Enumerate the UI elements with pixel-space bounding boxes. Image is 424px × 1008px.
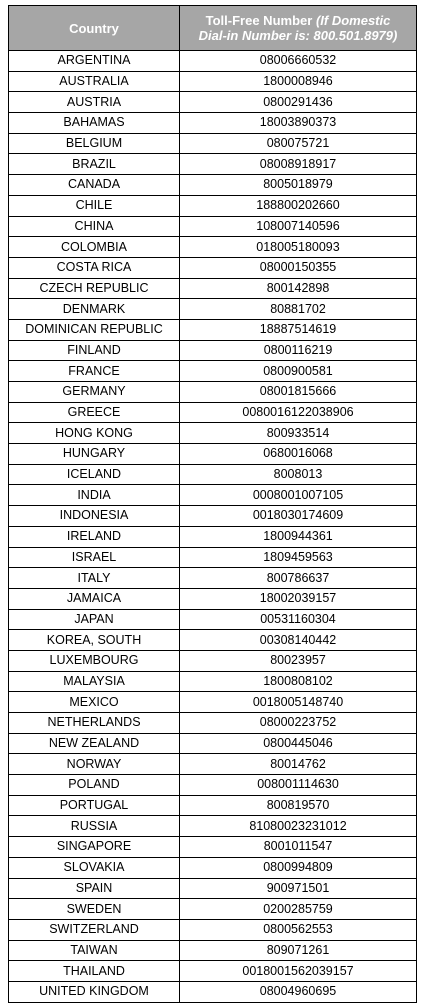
table-row bbox=[9, 588, 417, 609]
toll-free-number-cell: 1800008946 bbox=[180, 71, 417, 92]
table-row bbox=[9, 299, 417, 320]
country-cell: ICELAND bbox=[9, 464, 180, 485]
toll-free-number-cell: 0680016068 bbox=[180, 444, 417, 465]
country-cell: SINGAPORE bbox=[9, 837, 180, 858]
table-row bbox=[9, 671, 417, 692]
table-row bbox=[9, 278, 417, 299]
country-cell: BAHAMAS bbox=[9, 113, 180, 134]
toll-free-number-cell: 00531160304 bbox=[180, 609, 417, 630]
country-cell: COLOMBIA bbox=[9, 237, 180, 258]
toll-free-number-cell: 80881702 bbox=[180, 299, 417, 320]
toll-free-number-cell: 0018030174609 bbox=[180, 506, 417, 527]
country-cell: DOMINICAN REPUBLIC bbox=[9, 319, 180, 340]
toll-free-number-cell: 18887514619 bbox=[180, 319, 417, 340]
country-cell: MEXICO bbox=[9, 692, 180, 713]
toll-free-number-cell: 0800116219 bbox=[180, 340, 417, 361]
country-cell: AUSTRALIA bbox=[9, 71, 180, 92]
country-cell: BRAZIL bbox=[9, 154, 180, 175]
toll-free-table bbox=[8, 5, 417, 1003]
toll-free-number-cell: 8001011547 bbox=[180, 837, 417, 858]
table-row bbox=[9, 919, 417, 940]
toll-free-header-note-part1: (If Domestic bbox=[315, 13, 391, 28]
table-row bbox=[9, 133, 417, 154]
toll-free-number-cell: 0800291436 bbox=[180, 92, 417, 113]
toll-free-number-cell: 1809459563 bbox=[180, 547, 417, 568]
table-row bbox=[9, 775, 417, 796]
table-row bbox=[9, 878, 417, 899]
table-row bbox=[9, 630, 417, 651]
table-row bbox=[9, 837, 417, 858]
toll-free-number-cell: 800933514 bbox=[180, 423, 417, 444]
toll-free-header-note-part2: Dial-in Number is: 800.501.8979) bbox=[198, 28, 398, 43]
country-cell: RUSSIA bbox=[9, 816, 180, 837]
table-row bbox=[9, 981, 417, 1002]
toll-free-number-cell: 08001815666 bbox=[180, 382, 417, 403]
toll-free-number-cell: 8005018979 bbox=[180, 175, 417, 196]
toll-free-number-cell: 1800808102 bbox=[180, 671, 417, 692]
toll-free-number-cell: 0018001562039157 bbox=[180, 961, 417, 982]
country-cell: COSTA RICA bbox=[9, 257, 180, 278]
table-row bbox=[9, 175, 417, 196]
table-row bbox=[9, 857, 417, 878]
toll-free-number-cell: 08000223752 bbox=[180, 713, 417, 734]
toll-free-number-cell: 809071261 bbox=[180, 940, 417, 961]
country-cell: IRELAND bbox=[9, 526, 180, 547]
table-row bbox=[9, 154, 417, 175]
toll-free-number-cell: 08008918917 bbox=[180, 154, 417, 175]
country-cell: GERMANY bbox=[9, 382, 180, 403]
table-row bbox=[9, 71, 417, 92]
table-row bbox=[9, 961, 417, 982]
table-row bbox=[9, 257, 417, 278]
country-cell: SLOVAKIA bbox=[9, 857, 180, 878]
country-cell: GREECE bbox=[9, 402, 180, 423]
country-cell: ITALY bbox=[9, 568, 180, 589]
table-row bbox=[9, 526, 417, 547]
table-row bbox=[9, 51, 417, 72]
toll-free-header-main: Toll-Free Number bbox=[205, 13, 313, 28]
country-cell: LUXEMBOURG bbox=[9, 650, 180, 671]
toll-free-number-cell: 0800445046 bbox=[180, 733, 417, 754]
country-cell: PORTUGAL bbox=[9, 795, 180, 816]
country-cell: ISRAEL bbox=[9, 547, 180, 568]
table-body bbox=[9, 51, 417, 1003]
table-row bbox=[9, 216, 417, 237]
country-cell: NEW ZEALAND bbox=[9, 733, 180, 754]
table-row bbox=[9, 195, 417, 216]
toll-free-number-cell: 108007140596 bbox=[180, 216, 417, 237]
toll-free-number-cell: 00308140442 bbox=[180, 630, 417, 651]
table-row bbox=[9, 650, 417, 671]
table-row bbox=[9, 361, 417, 382]
toll-free-number-cell: 900971501 bbox=[180, 878, 417, 899]
country-cell: HONG KONG bbox=[9, 423, 180, 444]
toll-free-number-cell: 08000150355 bbox=[180, 257, 417, 278]
country-cell: FRANCE bbox=[9, 361, 180, 382]
toll-free-number-cell: 0018005148740 bbox=[180, 692, 417, 713]
table-row bbox=[9, 899, 417, 920]
table-row bbox=[9, 940, 417, 961]
toll-free-number-cell: 81080023231012 bbox=[180, 816, 417, 837]
toll-free-number-cell: 188800202660 bbox=[180, 195, 417, 216]
table-row bbox=[9, 444, 417, 465]
table-row bbox=[9, 319, 417, 340]
country-cell: MALAYSIA bbox=[9, 671, 180, 692]
table-row bbox=[9, 816, 417, 837]
country-header-label: Country bbox=[69, 20, 119, 36]
country-cell: SWEDEN bbox=[9, 899, 180, 920]
table-row bbox=[9, 692, 417, 713]
country-cell: NORWAY bbox=[9, 754, 180, 775]
table-row bbox=[9, 795, 417, 816]
table-row bbox=[9, 609, 417, 630]
toll-free-number-cell: 8008013 bbox=[180, 464, 417, 485]
toll-free-number-cell: 0800994809 bbox=[180, 857, 417, 878]
country-cell: CZECH REPUBLIC bbox=[9, 278, 180, 299]
toll-free-number-cell: 0800900581 bbox=[180, 361, 417, 382]
toll-free-number-cell: 0080016122038906 bbox=[180, 402, 417, 423]
table-row bbox=[9, 568, 417, 589]
country-cell: AUSTRIA bbox=[9, 92, 180, 113]
country-column-header bbox=[9, 6, 180, 51]
country-cell: POLAND bbox=[9, 775, 180, 796]
table-row bbox=[9, 464, 417, 485]
country-cell: UNITED KINGDOM bbox=[9, 981, 180, 1002]
country-cell: KOREA, SOUTH bbox=[9, 630, 180, 651]
table-row bbox=[9, 113, 417, 134]
country-cell: JAPAN bbox=[9, 609, 180, 630]
country-cell: SWITZERLAND bbox=[9, 919, 180, 940]
country-cell: JAMAICA bbox=[9, 588, 180, 609]
country-cell: INDIA bbox=[9, 485, 180, 506]
toll-free-number-cell: 008001114630 bbox=[180, 775, 417, 796]
toll-free-number-cell: 08004960695 bbox=[180, 981, 417, 1002]
table-row bbox=[9, 382, 417, 403]
toll-free-number-cell: 800786637 bbox=[180, 568, 417, 589]
country-cell: HUNGARY bbox=[9, 444, 180, 465]
toll-free-number-cell: 800819570 bbox=[180, 795, 417, 816]
toll-free-number-cell: 0800562553 bbox=[180, 919, 417, 940]
country-cell: CHINA bbox=[9, 216, 180, 237]
table-row bbox=[9, 713, 417, 734]
toll-free-number-cell: 0008001007105 bbox=[180, 485, 417, 506]
table-row bbox=[9, 485, 417, 506]
country-cell: SPAIN bbox=[9, 878, 180, 899]
table-row bbox=[9, 754, 417, 775]
country-cell: INDONESIA bbox=[9, 506, 180, 527]
toll-free-number-cell: 80023957 bbox=[180, 650, 417, 671]
toll-free-number-cell: 018005180093 bbox=[180, 237, 417, 258]
country-cell: DENMARK bbox=[9, 299, 180, 320]
table-row bbox=[9, 733, 417, 754]
toll-free-number-cell: 800142898 bbox=[180, 278, 417, 299]
table-row bbox=[9, 340, 417, 361]
country-cell: CANADA bbox=[9, 175, 180, 196]
table-row bbox=[9, 547, 417, 568]
toll-free-number-cell: 080075721 bbox=[180, 133, 417, 154]
country-cell: ARGENTINA bbox=[9, 51, 180, 72]
toll-free-number-cell: 18003890373 bbox=[180, 113, 417, 134]
table-row bbox=[9, 402, 417, 423]
table-row bbox=[9, 92, 417, 113]
country-cell: CHILE bbox=[9, 195, 180, 216]
toll-free-column-header bbox=[180, 6, 417, 51]
table-row bbox=[9, 423, 417, 444]
country-cell: TAIWAN bbox=[9, 940, 180, 961]
toll-free-number-cell: 08006660532 bbox=[180, 51, 417, 72]
country-cell: THAILAND bbox=[9, 961, 180, 982]
country-cell: BELGIUM bbox=[9, 133, 180, 154]
header-row bbox=[9, 6, 417, 51]
toll-free-number-cell: 80014762 bbox=[180, 754, 417, 775]
toll-free-number-cell: 1800944361 bbox=[180, 526, 417, 547]
toll-free-number-cell: 0200285759 bbox=[180, 899, 417, 920]
table-header bbox=[9, 6, 417, 51]
country-cell: FINLAND bbox=[9, 340, 180, 361]
table-row bbox=[9, 237, 417, 258]
toll-free-header-line1 bbox=[180, 13, 416, 28]
toll-free-number-cell: 18002039157 bbox=[180, 588, 417, 609]
country-cell: NETHERLANDS bbox=[9, 713, 180, 734]
table-row bbox=[9, 506, 417, 527]
